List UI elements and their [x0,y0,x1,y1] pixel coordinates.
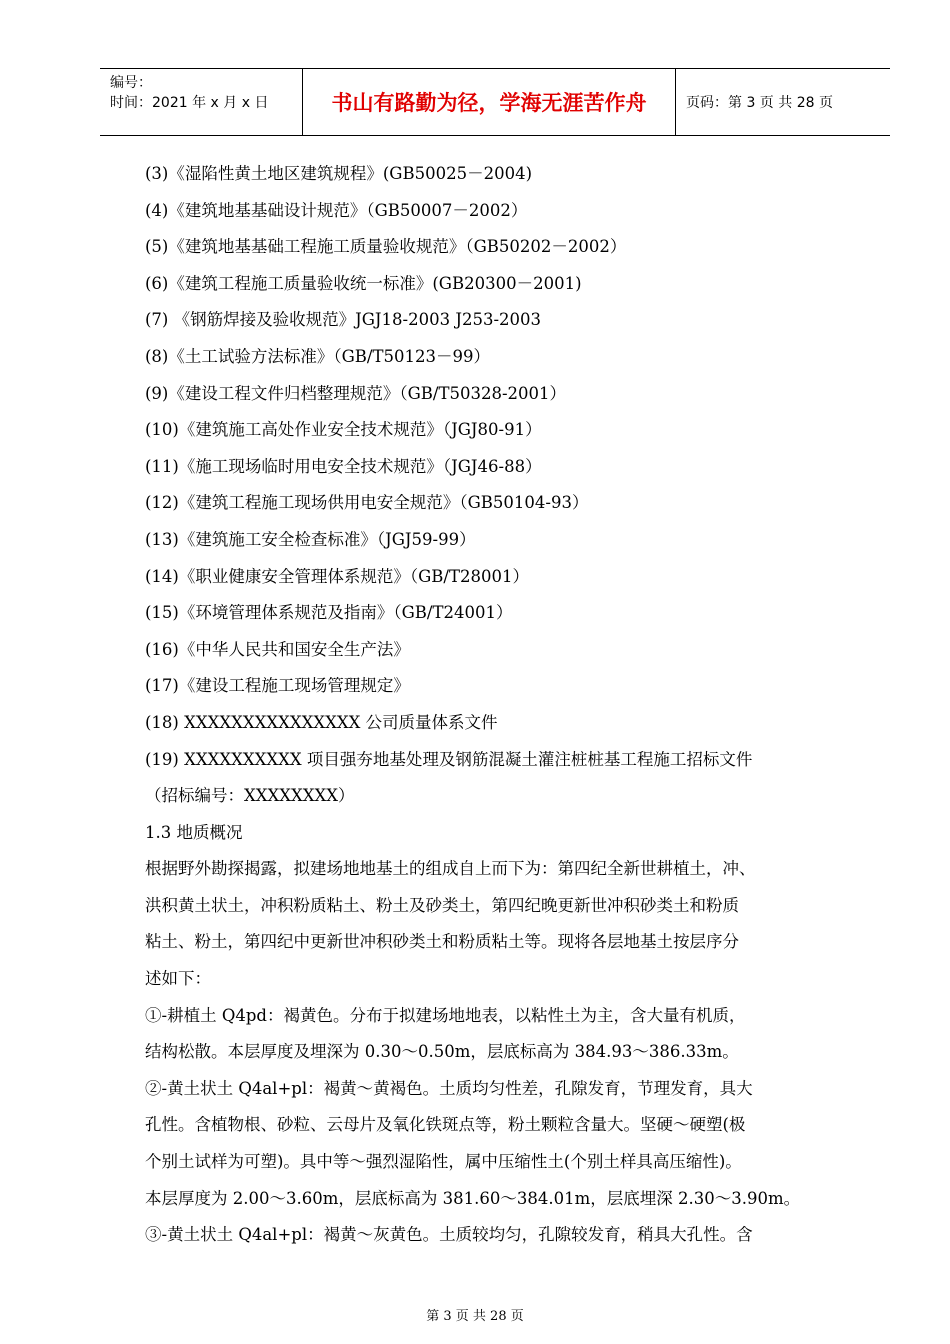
section-heading: 1.3 地质概况 [145,822,243,842]
text-line: (14)《职业健康安全管理体系规范》（GB/T28001） [145,566,529,586]
text-line: ①-耕植土 Q4pd：褐黄色。分布于拟建场地地表，以粘性土为主，含大量有机质， [145,1005,746,1025]
text-line: (4)《建筑地基基础设计规范》（GB50007－2002） [145,200,528,220]
text-line: (17)《建设工程施工现场管理规定》 [145,676,410,696]
text-line: 本层厚度为 2.00～3.60m，层底标高为 381.60～384.01m，层底埋深 2.30～3.90m。 [145,1188,801,1208]
text-line: 结构松散。本层厚度及埋深为 0.30～0.50m，层底标高为 384.93～386.33m。 [145,1042,739,1062]
text-line: (7) 《钢筋焊接及验收规范》JGJ18-2003 J253-2003 [145,310,542,330]
text-line: (9)《建设工程文件归档整理规范》（GB/T50328-2001） [145,383,567,403]
text-line: （招标编号：XXXXXXXX） [145,786,355,806]
text-line: (15)《环境管理体系规范及指南》（GB/T24001） [145,603,513,623]
text-line: (10)《建筑施工高处作业安全技术规范》（JGJ80-91） [145,420,542,440]
text-line: 个别土试样为可塑)。具中等～强烈湿陷性，属中压缩性土(个别土样具高压缩性)。 [145,1152,742,1172]
text-line: (13)《建筑施工安全检查标准》（JGJ59-99） [145,529,476,549]
page-header [100,68,890,136]
text-line: 洪积黄土状土，冲积粉质粘土、粉土及砂类土，第四纪晚更新世冲积砂类土和粉质 [145,895,739,915]
header-page-info: 页码：第 3 页 共 28 页 [686,95,833,111]
header-motto: 书山有路勤为径，学海无涯苦作舟 [302,69,676,135]
text-line: (6)《建筑工程施工质量验收统一标准》(GB20300－2001) [145,273,582,293]
text-line: (12)《建筑工程施工现场供用电安全规范》（GB50104-93） [145,493,589,513]
text-line: 根据野外勘探揭露，拟建场地地基土的组成自上而下为：第四纪全新世耕植土，冲、 [145,859,756,879]
text-line: (19) XXXXXXXXXX 项目强夯地基处理及钢筋混凝土灌注桩桩基工程施工招标文件 [145,749,753,769]
text-line: (8)《土工试验方法标准》（GB/T50123－99） [145,346,490,366]
text-line: (18) XXXXXXXXXXXXXXX 公司质量体系文件 [145,712,498,732]
page-footer: 第 3 页 共 28 页 [426,1309,524,1324]
text-line: (5)《建筑地基基础工程施工质量验收规范》（GB50202－2002） [145,237,627,257]
text-line: ②-黄土状土 Q4al+pl：褐黄～黄褐色。土质均匀性差，孔隙发育，节理发育，具大 [145,1078,753,1098]
text-line: ③-黄土状土 Q4al+pl：褐黄～灰黄色。土质较均匀，孔隙较发育，稍具大孔性。含 [145,1225,753,1245]
document-number-label: 编号： [110,75,152,91]
document-time: 时间：2021 年 x 月 x 日 [110,95,269,111]
text-line: 述如下： [145,969,211,989]
document-body [145,156,865,1254]
text-line: (11)《施工现场临时用电安全技术规范》（JGJ46-88） [145,456,542,476]
text-line: (3)《湿陷性黄土地区建筑规程》(GB50025－2004) [145,164,533,183]
header-meta [100,69,302,135]
text-line: 孔性。含植物根、砂粒、云母片及氧化铁斑点等，粉土颗粒含量大。坚硬～硬塑(极 [145,1115,746,1135]
text-line: 粘土、粉土，第四纪中更新世冲积砂类土和粉质粘土等。现将各层地基土按层序分 [145,932,739,952]
text-line: (16)《中华人民共和国安全生产法》 [145,639,410,659]
